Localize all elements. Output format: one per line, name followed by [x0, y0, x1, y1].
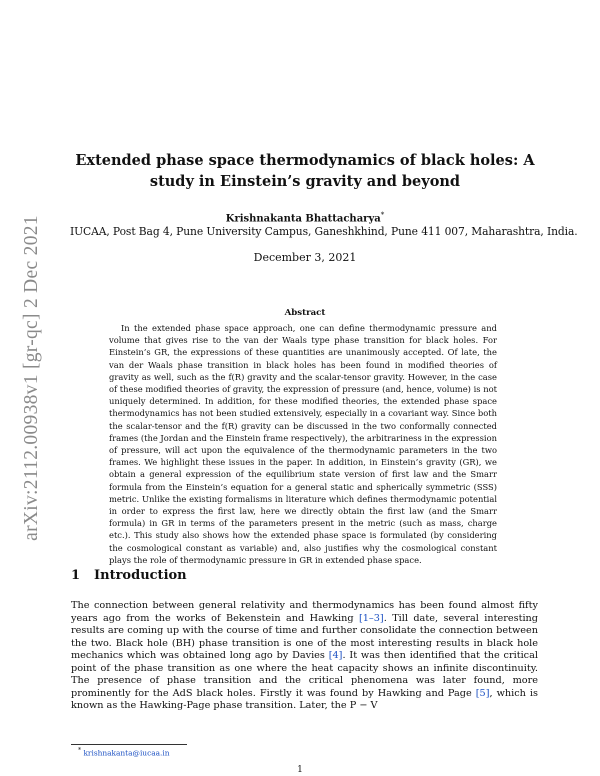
arxiv-stamp [12, 198, 52, 558]
intro-text: . It was then identified that the critical point of the phase transition as one where the heat capacity shows an infinite discontinuity. The presence of phase transition and the critical phenomena was later found, more prominently for the AdS black holes. Firstly it was found by Hawking and Page [71, 650, 538, 699]
section-heading [71, 568, 187, 583]
citation-link[interactable]: [1–3] [358, 612, 384, 624]
affiliation: IUCAA, Post Bag 4, Pune University Campus, Ganeshkhind, Pune 411 007, Maharashtra, India. [70, 225, 578, 238]
intro-text: . Till date, several interesting results are coming up with the course of time and further consolidate the connection between the two. Black hole (BH) phase transition is one of the most interesting results in black hole mechanics which was obtained long ago by Davies [71, 612, 539, 661]
paper-title: Extended phase space thermodynamics of black holes: A study in Einstein’s gravity and beyond [75, 152, 535, 190]
footnote [78, 747, 170, 757]
email-link[interactable]: krishnakanta@iucaa.in [83, 748, 170, 758]
author [70, 211, 540, 224]
author-name: Krishnakanta Bhattacharya [225, 213, 381, 225]
intro-text: The connection between general relativity and thermodynamics has been found almost fifty years ago from the works of Bekenstein and Hawking [71, 600, 538, 624]
arxiv-id: arXiv:2112.00938v1 [gr-qc] 2 Dec 2021 [21, 215, 43, 541]
citation-link[interactable]: [4] [328, 650, 343, 661]
footnote-mark: * [78, 747, 82, 754]
intro-paragraph [71, 600, 538, 713]
abstract-heading: Abstract [284, 308, 326, 318]
section-title: Introduction [94, 568, 187, 583]
citation-link[interactable]: [5] [475, 687, 490, 699]
author-footnote-mark[interactable]: * [380, 211, 385, 219]
footnote-rule [71, 744, 187, 745]
page-number: 1 [297, 765, 303, 775]
intro-text: , which is known as the Hawking-Page phase transition. Later, the P − V [71, 687, 538, 711]
abstract-text: In the extended phase space approach, one can define thermodynamic pressure and volume that gives rise to the van der Waals type phase transition for black holes. For Einstein’s GR, the expressions of these quantities are unanimously accepted. Of late, the van der Waals phase transition in black holes has been found in modified theories of gravity as well, such as the f(R) gravity and the scalar-tensor gravity. However, in the case of these modified theories of gravity, the expression of pressure (and, hence, volume) is not uniquely determined. In addition, for these modified theories, the extended phase space thermodynamics has not been studied extensively, especially in a covariant way. Since both the scalar-tensor and the f(R) gravity can be discussed in the two conformally connected frames (the Jordan and the Einstein frame respectively), the arbitrariness in the expression of pressure, will act upon the equivalence of the thermodynamic parameters in the two frames. We highlight these issues in the paper. In addition, in Einstein’s gravity (GR), we obtain a general expression of the equilibrium state version of first law and the Smarr formula from the Einstein’s equation for a general static and spherically symmetric (SSS) metric. Unlike the existing formalisms in literature which defines thermodynamic potential in order to express the first law, here we directly obtain the first law (and the Smarr formula) in GR in terms of the parameters present in the metric (such as mass, charge etc.). This study also shows how the extended phase space is formulated (by considering the cosmological constant as variable) and, also justifies why the cosmological constant plays the role of thermodynamic pressure in GR in extended phase space. [109, 323, 497, 565]
section-number: 1 [71, 568, 81, 583]
date: December 3, 2021 [253, 251, 357, 264]
